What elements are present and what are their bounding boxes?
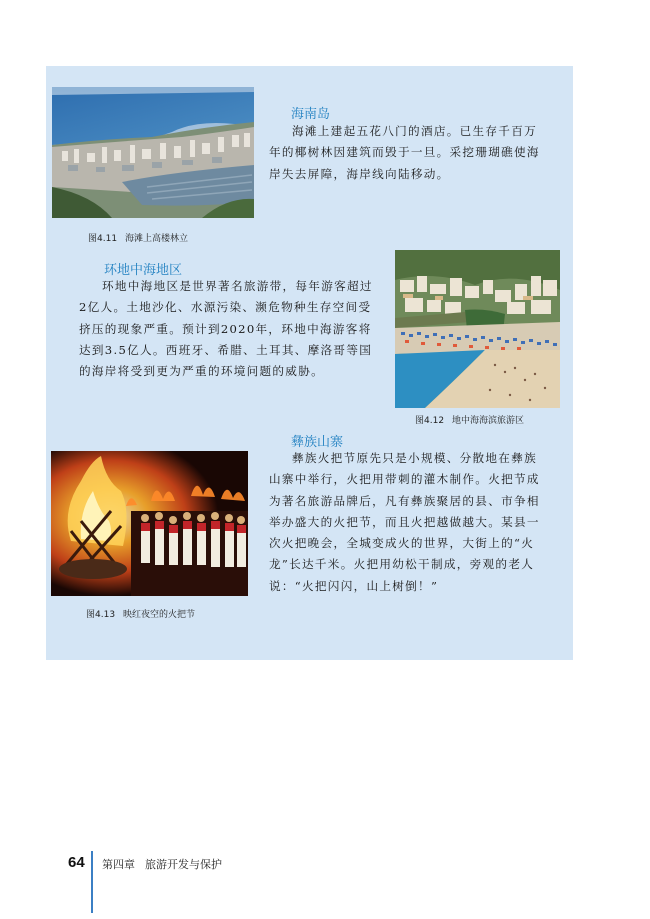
text-line: 彝族火把节原先只是小规模、分散地在彝族 bbox=[292, 451, 537, 465]
text-line: 岸失去屏障，海岸线向陆移动。 bbox=[269, 166, 450, 181]
text-line: 海滩上建起五花八门的酒店。已生存千百万 bbox=[292, 124, 537, 138]
chapter-title bbox=[102, 856, 222, 872]
figure-4-12-caption bbox=[415, 413, 524, 426]
chapter-name: 旅游开发与保护 bbox=[145, 858, 222, 871]
torch-festival-photo bbox=[51, 451, 248, 596]
yi-village-heading: 彝族山寨 bbox=[291, 435, 344, 450]
text-line: 山寨中举行，火把用带刺的灌木制作。火把节成 bbox=[269, 472, 540, 487]
figure-caption-text: 海滩上高楼林立 bbox=[125, 234, 189, 244]
text-line: 年的椰树林因建筑而毁于一旦。采挖珊瑚礁使海 bbox=[269, 145, 540, 160]
figure-4-11-caption bbox=[88, 231, 188, 244]
figure-caption-text: 映红夜空的火把节 bbox=[123, 610, 196, 620]
text-line: 的海岸将受到更为严重的环境问题的威胁。 bbox=[79, 364, 324, 379]
yi-village-paragraph bbox=[269, 448, 560, 597]
text-line: 为著名旅游品牌后，凡有彝族聚居的县、市争相 bbox=[269, 493, 540, 508]
figure-number: 图4.12 bbox=[415, 416, 445, 426]
text-line: 举办盛大的火把节，而且火把越做越大。某县一 bbox=[269, 514, 540, 529]
figure-number: 图4.11 bbox=[88, 234, 118, 244]
text-line: 2亿人。土地沙化、水源污染、濒危物种生存空间受 bbox=[79, 300, 372, 315]
text-line: 次火把晚会，全城变成火的世界，大街上的“火 bbox=[269, 536, 535, 551]
figure-number: 图4.13 bbox=[86, 610, 116, 620]
hainan-heading: 海南岛 bbox=[291, 107, 331, 122]
hainan-coast-photo bbox=[52, 87, 254, 218]
text-line: 说：“火把闪闪，山上树倒！” bbox=[269, 578, 439, 593]
text-line: 达到3.5亿人。西班牙、希腊、土耳其、摩洛哥等国 bbox=[79, 342, 373, 357]
figure-4-13-caption bbox=[86, 607, 195, 620]
figure-caption-text: 地中海海滨旅游区 bbox=[452, 416, 525, 426]
mediterranean-heading: 环地中海地区 bbox=[104, 263, 183, 278]
text-line: 环地中海地区是世界著名旅游带，每年游客超过 bbox=[102, 279, 373, 293]
text-line: 龙”长达千米。火把用幼松干制成，旁观的老人 bbox=[269, 557, 535, 572]
mediterranean-beach-photo bbox=[395, 250, 560, 408]
footer-divider bbox=[91, 851, 93, 913]
page-number: 64 bbox=[68, 854, 85, 871]
hainan-paragraph bbox=[269, 121, 559, 185]
chapter-number: 第四章 bbox=[102, 858, 135, 871]
text-line: 挤压的现象严重。预计到2020年，环地中海游客将 bbox=[79, 321, 372, 336]
mediterranean-paragraph bbox=[79, 276, 379, 382]
